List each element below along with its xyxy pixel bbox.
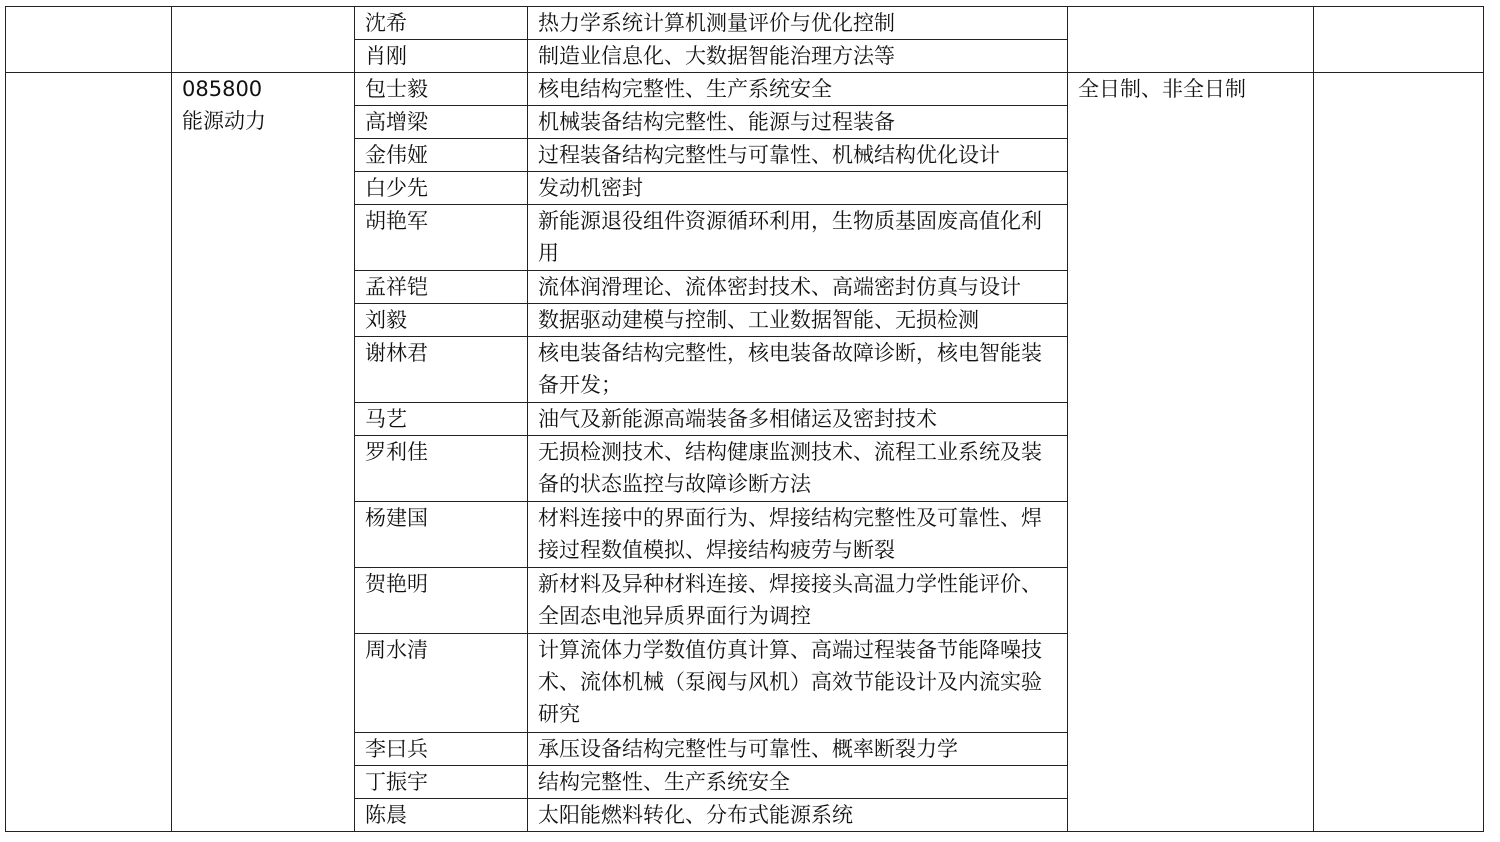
advisor-name: 罗利佳 xyxy=(355,436,528,502)
advisor-name: 白少先 xyxy=(355,172,528,205)
research-direction: 新材料及异种材料连接、焊接接头高温力学性能评价、全固态电池异质界面行为调控 xyxy=(528,568,1068,634)
research-direction: 核电装备结构完整性，核电装备故障诊断，核电智能装备开发； xyxy=(528,337,1068,403)
advisor-name: 马艺 xyxy=(355,403,528,436)
advisor-name: 高增梁 xyxy=(355,106,528,139)
advisor-name: 胡艳军 xyxy=(355,205,528,271)
advisor-name: 谢林君 xyxy=(355,337,528,403)
research-direction: 太阳能燃料转化、分布式能源系统 xyxy=(528,799,1068,832)
research-direction: 油气及新能源高端装备多相储运及密封技术 xyxy=(528,403,1068,436)
research-direction: 机械装备结构完整性、能源与过程装备 xyxy=(528,106,1068,139)
blank-cell xyxy=(6,73,172,832)
advisor-name: 金伟娅 xyxy=(355,139,528,172)
advisor-name: 包士毅 xyxy=(355,73,528,106)
advisor-name: 杨建国 xyxy=(355,502,528,568)
advisor-name: 陈晨 xyxy=(355,799,528,832)
advisor-table xyxy=(5,6,1484,832)
research-direction: 结构完整性、生产系统安全 xyxy=(528,766,1068,799)
research-direction: 材料连接中的界面行为、焊接结构完整性及可靠性、焊接过程数值模拟、焊接结构疲劳与断裂 xyxy=(528,502,1068,568)
major-cell xyxy=(172,73,355,832)
research-direction: 数据驱动建模与控制、工业数据智能、无损检测 xyxy=(528,304,1068,337)
research-direction: 无损检测技术、结构健康监测技术、流程工业系统及装备的状态监控与故障诊断方法 xyxy=(528,436,1068,502)
advisor-name: 刘毅 xyxy=(355,304,528,337)
advisor-name: 周水清 xyxy=(355,634,528,733)
blank-cell xyxy=(1314,7,1484,73)
research-direction: 制造业信息化、大数据智能治理方法等 xyxy=(528,40,1068,73)
study-mode: 全日制、非全日制 xyxy=(1068,73,1314,832)
table-row xyxy=(6,7,1484,40)
research-direction: 计算流体力学数值仿真计算、高端过程装备节能降噪技术、流体机械（泵阀与风机）高效节能设计及内流实验研究 xyxy=(528,634,1068,733)
major-code: 085800 xyxy=(182,77,263,101)
blank-cell xyxy=(1068,7,1314,73)
research-direction: 核电结构完整性、生产系统安全 xyxy=(528,73,1068,106)
research-direction: 过程装备结构完整性与可靠性、机械结构优化设计 xyxy=(528,139,1068,172)
research-direction: 流体润滑理论、流体密封技术、高端密封仿真与设计 xyxy=(528,271,1068,304)
table-row xyxy=(6,73,1484,106)
blank-cell xyxy=(172,7,355,73)
blank-cell xyxy=(6,7,172,73)
advisor-name: 沈希 xyxy=(355,7,528,40)
advisor-name: 李曰兵 xyxy=(355,733,528,766)
research-direction: 热力学系统计算机测量评价与优化控制 xyxy=(528,7,1068,40)
advisor-name: 贺艳明 xyxy=(355,568,528,634)
research-direction: 新能源退役组件资源循环利用，生物质基固废高值化利用 xyxy=(528,205,1068,271)
advisor-name: 孟祥铠 xyxy=(355,271,528,304)
blank-cell xyxy=(1314,73,1484,832)
research-direction: 承压设备结构完整性与可靠性、概率断裂力学 xyxy=(528,733,1068,766)
advisor-name: 丁振宇 xyxy=(355,766,528,799)
major-title: 能源动力 xyxy=(182,109,266,133)
research-direction: 发动机密封 xyxy=(528,172,1068,205)
advisor-name: 肖刚 xyxy=(355,40,528,73)
